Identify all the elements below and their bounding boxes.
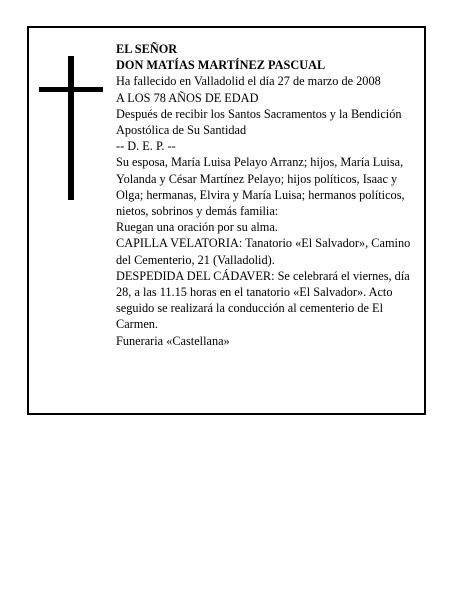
chapel-paragraph: CAPILLA VELATORIA: Tanatorio «El Salvador», Camino del Cementerio, 21 (Valladolid). bbox=[116, 236, 411, 267]
obituary-text bbox=[116, 41, 424, 349]
cross-horizontal-bar bbox=[39, 87, 103, 92]
family-paragraph: Su esposa, María Luisa Pelayo Arranz; hijos, María Luisa, Yolanda y César Martínez Pelayo; hijos políticos, Isaac y Olga; hermanas, Elvira y María Luisa; hermanos políticos, nietos, sobrinos y demás familia: bbox=[116, 155, 405, 219]
cross-vertical-bar bbox=[68, 56, 74, 200]
funeral-home-line: Funeraria «Castellana» bbox=[116, 333, 230, 348]
rip-line: -- D. E. P. -- bbox=[116, 139, 176, 154]
cross-icon bbox=[39, 56, 103, 200]
deceased-name: DON MATÍAS MARTÍNEZ PASCUAL bbox=[116, 58, 326, 73]
age-line: A LOS 78 AÑOS DE EDAD bbox=[116, 90, 259, 105]
obituary-notice bbox=[27, 26, 426, 415]
sacraments-line: Después de recibir los Santos Sacramentos y la Bendición Apostólica de Su Santidad bbox=[116, 106, 402, 138]
title-line: EL SEÑOR bbox=[116, 42, 178, 56]
prayer-line: Ruegan una oración por su alma. bbox=[116, 220, 278, 235]
death-line: Ha fallecido en Valladolid el día 27 de marzo de 2008 bbox=[116, 74, 381, 89]
farewell-paragraph: DESPEDIDA DEL CÁDAVER: Se celebrará el viernes, día 28, a las 11.15 horas en el tanatorio «El Salvador». Acto seguido se realizará la conducción al cementerio de El Carmen. bbox=[116, 268, 410, 332]
